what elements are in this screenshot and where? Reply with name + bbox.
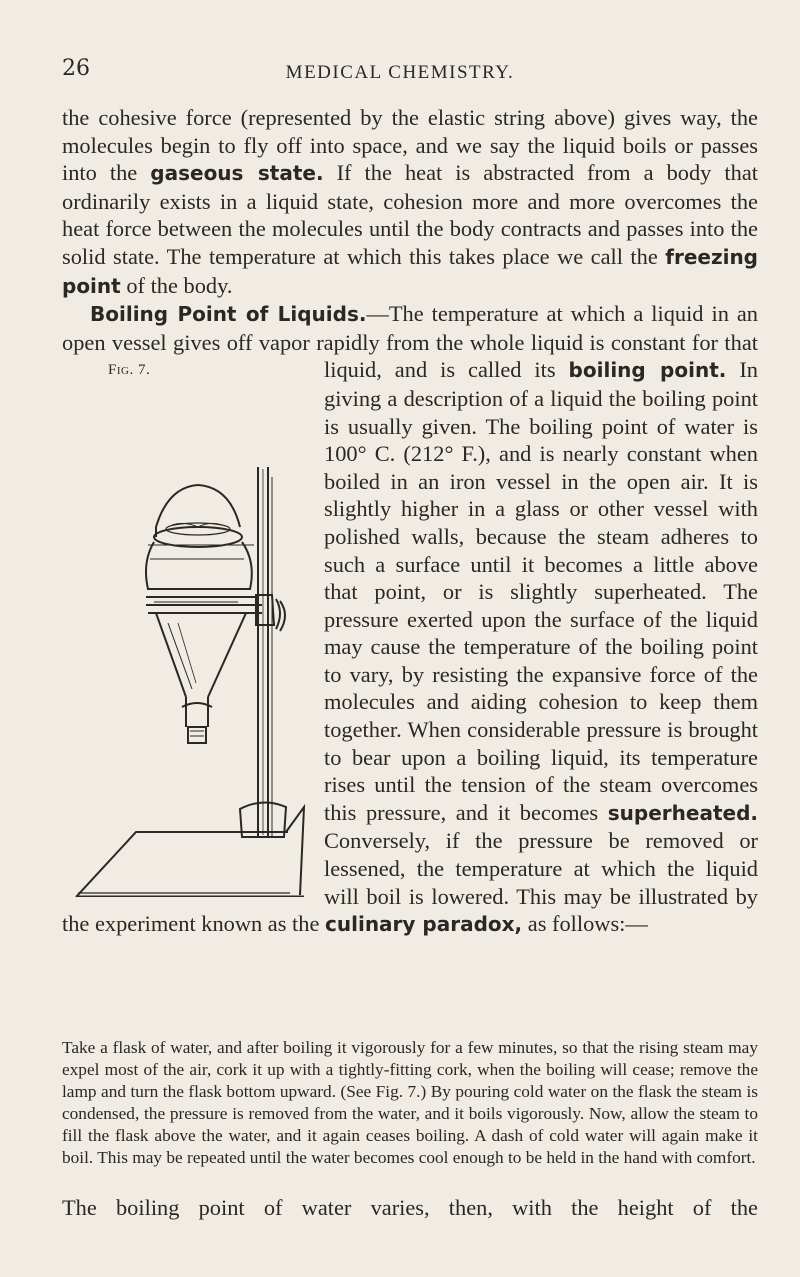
para2-text-3: Conversely, if the pressure be removed or lessened, the temperature at which the liquid will boil is lowered. This may be illustrated by the experiment known as the bbox=[62, 828, 758, 937]
para2-text-4: as follows:— bbox=[522, 911, 648, 937]
para2-text-2: In giving a description of a liquid the boiling point is usually given. The boiling point of water is 100° C. (212° F.), and is nearly constant when boiled in an iron vessel in the open air. It is slightly higher in a glass or other vessel with polished walls, because the steam adheres to such a surface until it becomes a little above that point, or is slightly superheated. The pressure exerted upon the surface of the liquid may cause the temperature of the boiling point to vary, by resisting the expansive force of the molecules and aiding cohesion to keep them together. When considerable pressure is brought to bear upon a boiling liquid, its temperature rises until the tension of the steam overcomes this pressure, and it becomes bbox=[324, 357, 758, 825]
figure-label: Fig. 7. bbox=[108, 362, 151, 379]
main-text bbox=[62, 104, 758, 939]
paragraph-cohesion bbox=[62, 104, 758, 300]
term-superheated: superheated. bbox=[607, 800, 758, 825]
para1-text-1: the cohesive force (represented by the elastic string above) gives way, the molecules begin to fly off into space, and we say the liquid boils or passes into the bbox=[62, 105, 758, 186]
para1-text-2: If the heat is abstracted from a body that ordinarily exists in a liquid state, cohesion more and more overcomes the heat force between the molecules until the body contracts and passes into the solid state. The temperature at which this takes place we call the bbox=[62, 160, 758, 269]
term-culinary-paradox: culinary paradox, bbox=[325, 912, 523, 937]
section-heading-boiling-point: Boiling Point of Liquids. bbox=[90, 302, 367, 327]
term-boiling-point: boiling point. bbox=[568, 358, 727, 383]
page-number: 26 bbox=[62, 56, 90, 81]
para1-text-3: of the body. bbox=[120, 272, 233, 298]
para2-text-1: —The temperature at which a liquid in an open vessel gives off vapor rapidly from the whole liquid is constant for that liquid, and is called its bbox=[62, 301, 758, 383]
experiment-description bbox=[62, 1037, 758, 1169]
figure-flask-stand bbox=[58, 359, 310, 901]
paragraph-boiling-point bbox=[62, 300, 758, 939]
inverted-flask-illustration bbox=[58, 377, 310, 897]
term-gaseous-state: gaseous state. bbox=[150, 161, 324, 186]
closing-line: The boiling point of water varies, then, with the height of the bbox=[62, 1195, 758, 1220]
term-freezing-point: freezing point bbox=[62, 244, 758, 298]
running-head: MEDICAL CHEMISTRY. bbox=[285, 62, 515, 83]
experiment-paragraph: Take a flask of water, and after boiling it vigorously for a few minutes, so that the rising steam may expel most of the air, cork it up with a tightly-fitting cork, when the boiling will cease; remove the lamp and turn the flask bottom upward. (See Fig. 7.) By pouring cold water on the flask the steam is condensed, the pressure is removed from the water, and it boils vigorously. Now, allow the steam to fill the flask above the water, and it again ceases boiling. A dash of cold water will again make it boil. This may be repeated until the water becomes cool enough to be held in the hand with comfort. bbox=[62, 1038, 758, 1167]
